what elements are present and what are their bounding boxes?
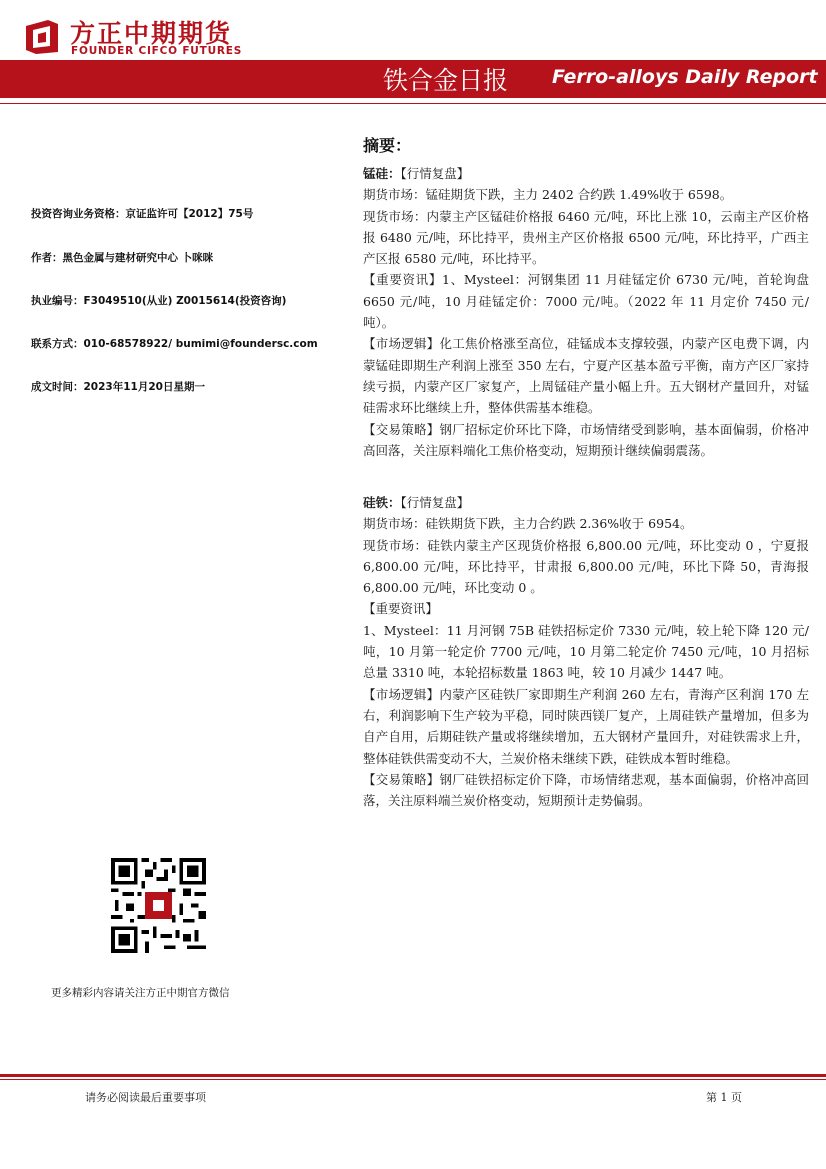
mn-si-tag: 【行情复盘】 (400, 166, 470, 181)
fe-si-strategy-paragraph: 【交易策略】钢厂硅铁招标定价下降，市场情绪悲观，基本面偏弱，价格冲高回落，关注原料端兰炭价格变动，短期预计走势偏弱。 (363, 771, 809, 809)
mn-si-futures-paragraph: 期货市场：锰硅期货下跌，主力 2402 合约跌 1.49%收于 6598。 (363, 187, 733, 203)
report-title-en: Ferro-alloys Daily Report (552, 66, 818, 88)
footer-divider (0, 1074, 826, 1077)
mn-si-spot-paragraph: 现货市场：内蒙主产区锰硅价格报 6460 元/吨，环比上涨 10，云南主产区价格报 6480 元/吨，环比持平，贵州主产区价格报 6500 元/吨，环比持平，广西主产区报 6580 元/吨，环比持平。 (363, 208, 809, 267)
fe-si-spot-paragraph: 现货市场：硅铁内蒙主产区现货价格报 6,800.00 元/吨，环比变动 0 ，宁夏报 6,800.00 元/吨，环比持平，甘肃报 6,800.00 元/吨，环比下降 50，青海报 6,800.00 元/吨，环比变动 0 。 (363, 537, 809, 596)
fe-si-logic-paragraph: 【市场逻辑】内蒙产区硅铁厂家即期生产利润 260 左右，青海产区利润 170 左右，利润影响下生产较为平稳，同时陕西镁厂复产，上周硅铁产量增加，但多为自产自用，后期硅铁产量或将继续增加，五大钢材产量回升，对硅铁需求上升，整体硅铁供需变动不大，兰炭价格未继续下跌，硅铁成本暂时维稳。 (363, 686, 809, 766)
mn-si-strategy-paragraph: 【交易策略】钢厂招标定价环比下降，市场情绪受到影响，基本面偏弱，价格冲高回落，关注原料端化工焦价格变动，短期预计继续偏弱震荡。 (363, 421, 809, 458)
mn-si-heading (363, 163, 809, 184)
company-logo-icon (22, 18, 62, 56)
fe-si-heading (363, 492, 809, 513)
footer-notice: 请务必阅读最后重要事项 (85, 1091, 206, 1104)
mn-si-name: 锰硅： (363, 166, 401, 181)
fe-si-tag: 【行情复盘】 (400, 495, 470, 510)
qr-caption: 更多精彩内容请关注方正中期官方微信 (51, 987, 230, 999)
mn-si-logic-paragraph: 【市场逻辑】化工焦价格涨至高位，硅锰成本支撑较强，内蒙产区电费下调，内蒙锰硅即期生产利润上涨至 350 左右，宁夏产区基本盈亏平衡，南方产区厂家持续亏损，内蒙产区厂家复产，上周锰硅产量小幅上升。五大钢材产量回升，对锰硅需求环比继续上升，整体供需基本维稳。 (363, 336, 809, 416)
page-number: 第 1 页 (706, 1091, 742, 1104)
mn-si-news-paragraph: 【重要资讯】1、Mysteel：河钢集团 11 月硅锰定价 6730 元/吨，首轮询盘 6650 元/吨，10 月硅锰定价：7000 元/吨。（2022 年 11 月定价 7450 元/吨）。 (363, 272, 809, 331)
report-date-text: 成文时间：2023年11月20日星期一 (31, 381, 205, 393)
author-text: 作者：黑色金属与建材研究中心 卜咪咪 (31, 252, 214, 264)
fe-si-news-paragraph: 1、Mysteel：11 月河钢 75B 硅铁招标定价 7330 元/吨，较上轮下降 120 元/吨，10 月第一轮定价 7700 元/吨，10 月第二轮定价 7450 元/吨，10 月招标总量 3310 吨，本轮招标数量 1863 吨，较 10 月减少 1447 吨。 (363, 622, 809, 681)
footer-divider-thin (0, 1079, 826, 1080)
abstract-title: 摘要： (363, 136, 412, 155)
header-divider (0, 103, 826, 104)
logo-text-en: FOUNDER CIFCO FUTURES (71, 45, 243, 57)
qr-code-icon (111, 858, 206, 953)
qualification-text: 投资咨询业务资格：京证监许可【2012】75号 (31, 208, 254, 220)
fe-si-news-heading: 【重要资讯】 (363, 601, 439, 617)
mn-si-section (363, 163, 809, 461)
report-title-cn: 铁合金日报 (383, 66, 509, 95)
logo-text-cn: 方正中期期货 (70, 19, 233, 48)
license-number-text: 执业编号：F3049510(从业) Z0015614(投资咨询) (31, 295, 287, 307)
fe-si-name: 硅铁： (363, 495, 401, 510)
fe-si-futures-paragraph: 期货市场：硅铁期货下跌，主力合约跌 2.36%收于 6954。 (363, 516, 693, 532)
fe-si-section (363, 492, 809, 811)
contact-text: 联系方式：010-68578922/ bumimi@foundersc.com (31, 338, 318, 350)
